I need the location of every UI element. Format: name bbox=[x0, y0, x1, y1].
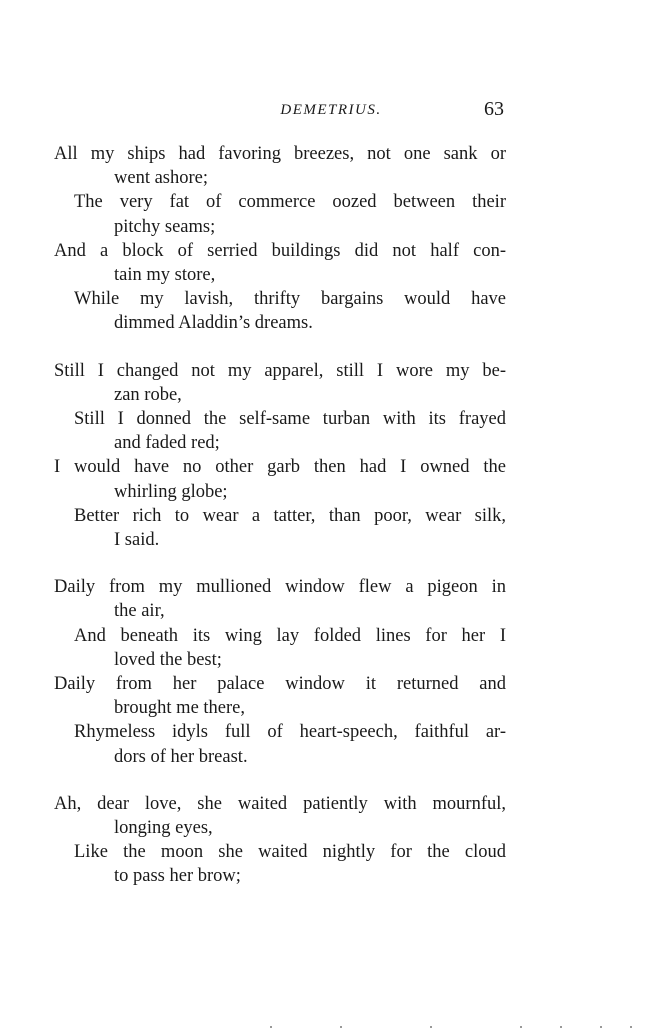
poem-line-continuation: loved the best; bbox=[114, 649, 222, 670]
poem-line-continuation: the air, bbox=[114, 601, 165, 622]
stanza bbox=[54, 792, 506, 889]
stanza bbox=[54, 359, 506, 553]
poem-line-continuation: pitchy seams; bbox=[114, 216, 216, 237]
stanza bbox=[54, 575, 506, 769]
poem-line-continuation: dors of her breast. bbox=[114, 746, 248, 767]
page-header bbox=[0, 98, 648, 128]
poem-line: Still I changed not my apparel, still I wore my be- bbox=[54, 360, 506, 381]
poem-line-continuation: whirling globe; bbox=[114, 481, 228, 502]
poem-line: Daily from her palace window it returned and bbox=[54, 674, 506, 695]
page-number: 63 bbox=[484, 98, 504, 120]
scan-artifacts bbox=[270, 1022, 640, 1028]
poem-line-continuation: dimmed Aladdin’s dreams. bbox=[114, 313, 313, 334]
poem-line: Still I donned the self-same turban with its frayed bbox=[74, 409, 506, 430]
poem-line-continuation: went ashore; bbox=[114, 168, 209, 189]
poem-line: And a block of serried buildings did not half con- bbox=[54, 240, 506, 261]
poem-line-continuation: brought me there, bbox=[114, 698, 245, 719]
poem-line: I would have no other garb then had I owned the bbox=[54, 457, 506, 478]
poem-line: And beneath its wing lay folded lines for her I bbox=[74, 625, 506, 646]
poem-line-continuation: longing eyes, bbox=[114, 818, 213, 839]
poem-line: Rhymeless idyls full of heart-speech, faithful ar- bbox=[74, 722, 506, 743]
poem-line-continuation: I said. bbox=[114, 530, 160, 551]
stanza bbox=[54, 142, 506, 336]
poem-body bbox=[54, 142, 506, 912]
running-title: DEMETRIUS. bbox=[280, 102, 382, 118]
poem-line: Better rich to wear a tatter, than poor, wear silk, bbox=[74, 505, 506, 526]
poem-line: Ah, dear love, she waited patiently with mournful, bbox=[54, 793, 506, 814]
poem-line-continuation: to pass her brow; bbox=[114, 866, 241, 887]
poem-line: Daily from my mullioned window flew a pigeon in bbox=[54, 577, 506, 598]
poem-line-continuation: zan robe, bbox=[114, 384, 182, 405]
poem-line: While my lavish, thrifty bargains would have bbox=[74, 289, 506, 310]
poem-line: Like the moon she waited nightly for the cloud bbox=[74, 842, 506, 863]
poem-line-continuation: and faded red; bbox=[114, 433, 220, 454]
poem-line-continuation: tain my store, bbox=[114, 265, 216, 286]
poem-line: The very fat of commerce oozed between their bbox=[74, 192, 506, 213]
poem-line: All my ships had favoring breezes, not one sank or bbox=[54, 144, 506, 164]
